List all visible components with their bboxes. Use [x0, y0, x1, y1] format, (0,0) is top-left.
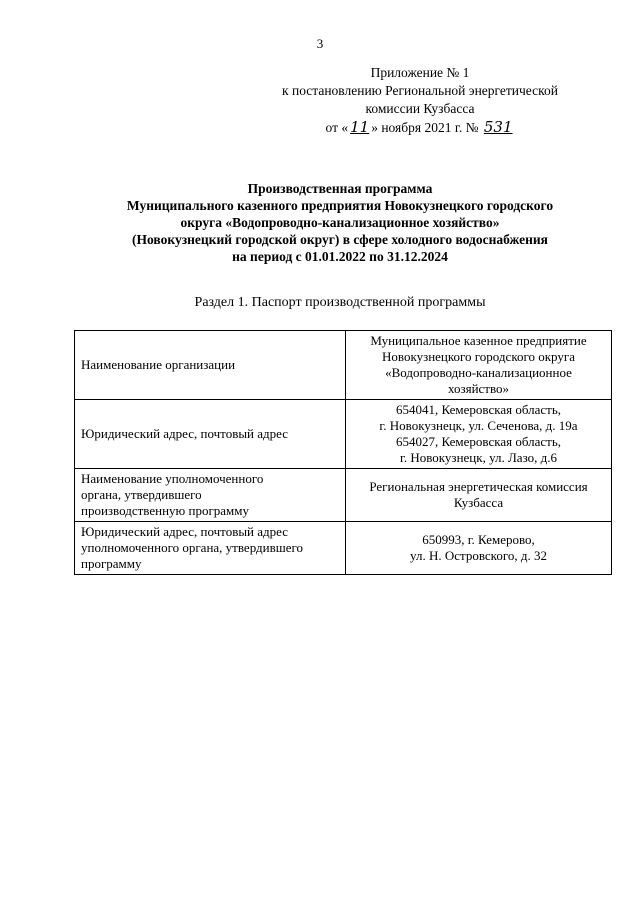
annex-header: [260, 64, 580, 137]
annex-date-line: [260, 118, 580, 137]
table-cell-label: [75, 400, 346, 469]
annex-title: Приложение № 1: [370, 65, 470, 80]
table-row: [75, 331, 612, 400]
table-cell-value: [346, 522, 612, 575]
cell-text: производственную программу: [81, 503, 250, 518]
cell-text: 650993, г. Кемерово,: [422, 532, 535, 547]
table-cell-value: [346, 331, 612, 400]
table-cell-value: [346, 400, 612, 469]
passport-table: [74, 330, 612, 575]
cell-text: органа, утвердившего: [81, 487, 202, 502]
section-title: Раздел 1. Паспорт производственной программы: [194, 295, 486, 310]
table-cell-label: [75, 331, 346, 400]
date-day-handwritten: 11: [350, 118, 370, 136]
cell-text: Юридический адрес, почтовый адрес: [81, 524, 289, 539]
cell-text: Наименование организации: [81, 357, 236, 372]
cell-text: г. Новокузнецк, ул. Сеченова, д. 19а: [379, 418, 578, 433]
page-number: 3: [316, 36, 324, 51]
table-row: [75, 469, 612, 522]
table-row: [75, 522, 612, 575]
cell-text: ул. Н. Островского, д. 32: [410, 548, 547, 563]
program-title-line-4: (Новокузнецкий городской округ) в сфере холодного водоснабжения: [132, 232, 548, 247]
cell-text: Региональная энергетическая комиссия: [369, 479, 588, 494]
program-title-line-5: на период с 01.01.2022 по 31.12.2024: [232, 249, 448, 264]
program-title-line-2: Муниципального казенного предприятия Новокузнецкого городского: [126, 198, 554, 213]
cell-text: Кузбасса: [453, 495, 504, 510]
table-cell-label: [75, 469, 346, 522]
annex-line-2: комиссии Кузбасса: [365, 101, 475, 116]
date-suffix: » ноября 2021 г. №: [371, 120, 479, 135]
cell-text: г. Новокузнецк, ул. Лазо, д.6: [400, 450, 557, 465]
table-cell-label: [75, 522, 346, 575]
table-cell-value: [346, 469, 612, 522]
date-prefix: от «: [325, 120, 349, 135]
cell-text: Наименование уполномоченного: [81, 471, 264, 486]
program-title-line-1: Производственная программа: [247, 181, 433, 196]
cell-text: 654041, Кемеровская область,: [395, 402, 562, 417]
cell-text: программу: [81, 556, 142, 571]
program-title: [70, 180, 610, 265]
cell-text: Юридический адрес, почтовый адрес: [81, 426, 289, 441]
cell-text: 654027, Кемеровская область,: [395, 434, 562, 449]
table-row: [75, 400, 612, 469]
document-number-handwritten: 531: [483, 118, 513, 136]
cell-text: уполномоченного органа, утвердившего: [81, 540, 304, 555]
annex-line-1: к постановлению Региональной энергетической: [282, 83, 558, 98]
cell-text: Новокузнецкого городского округа: [382, 349, 575, 364]
cell-text: Муниципальное казенное предприятие: [370, 333, 587, 348]
program-title-line-3: округа «Водопроводно-канализационное хозяйство»: [180, 215, 500, 230]
cell-text: «Водопроводно-канализационное: [385, 365, 572, 380]
cell-text: хозяйство»: [447, 381, 510, 396]
